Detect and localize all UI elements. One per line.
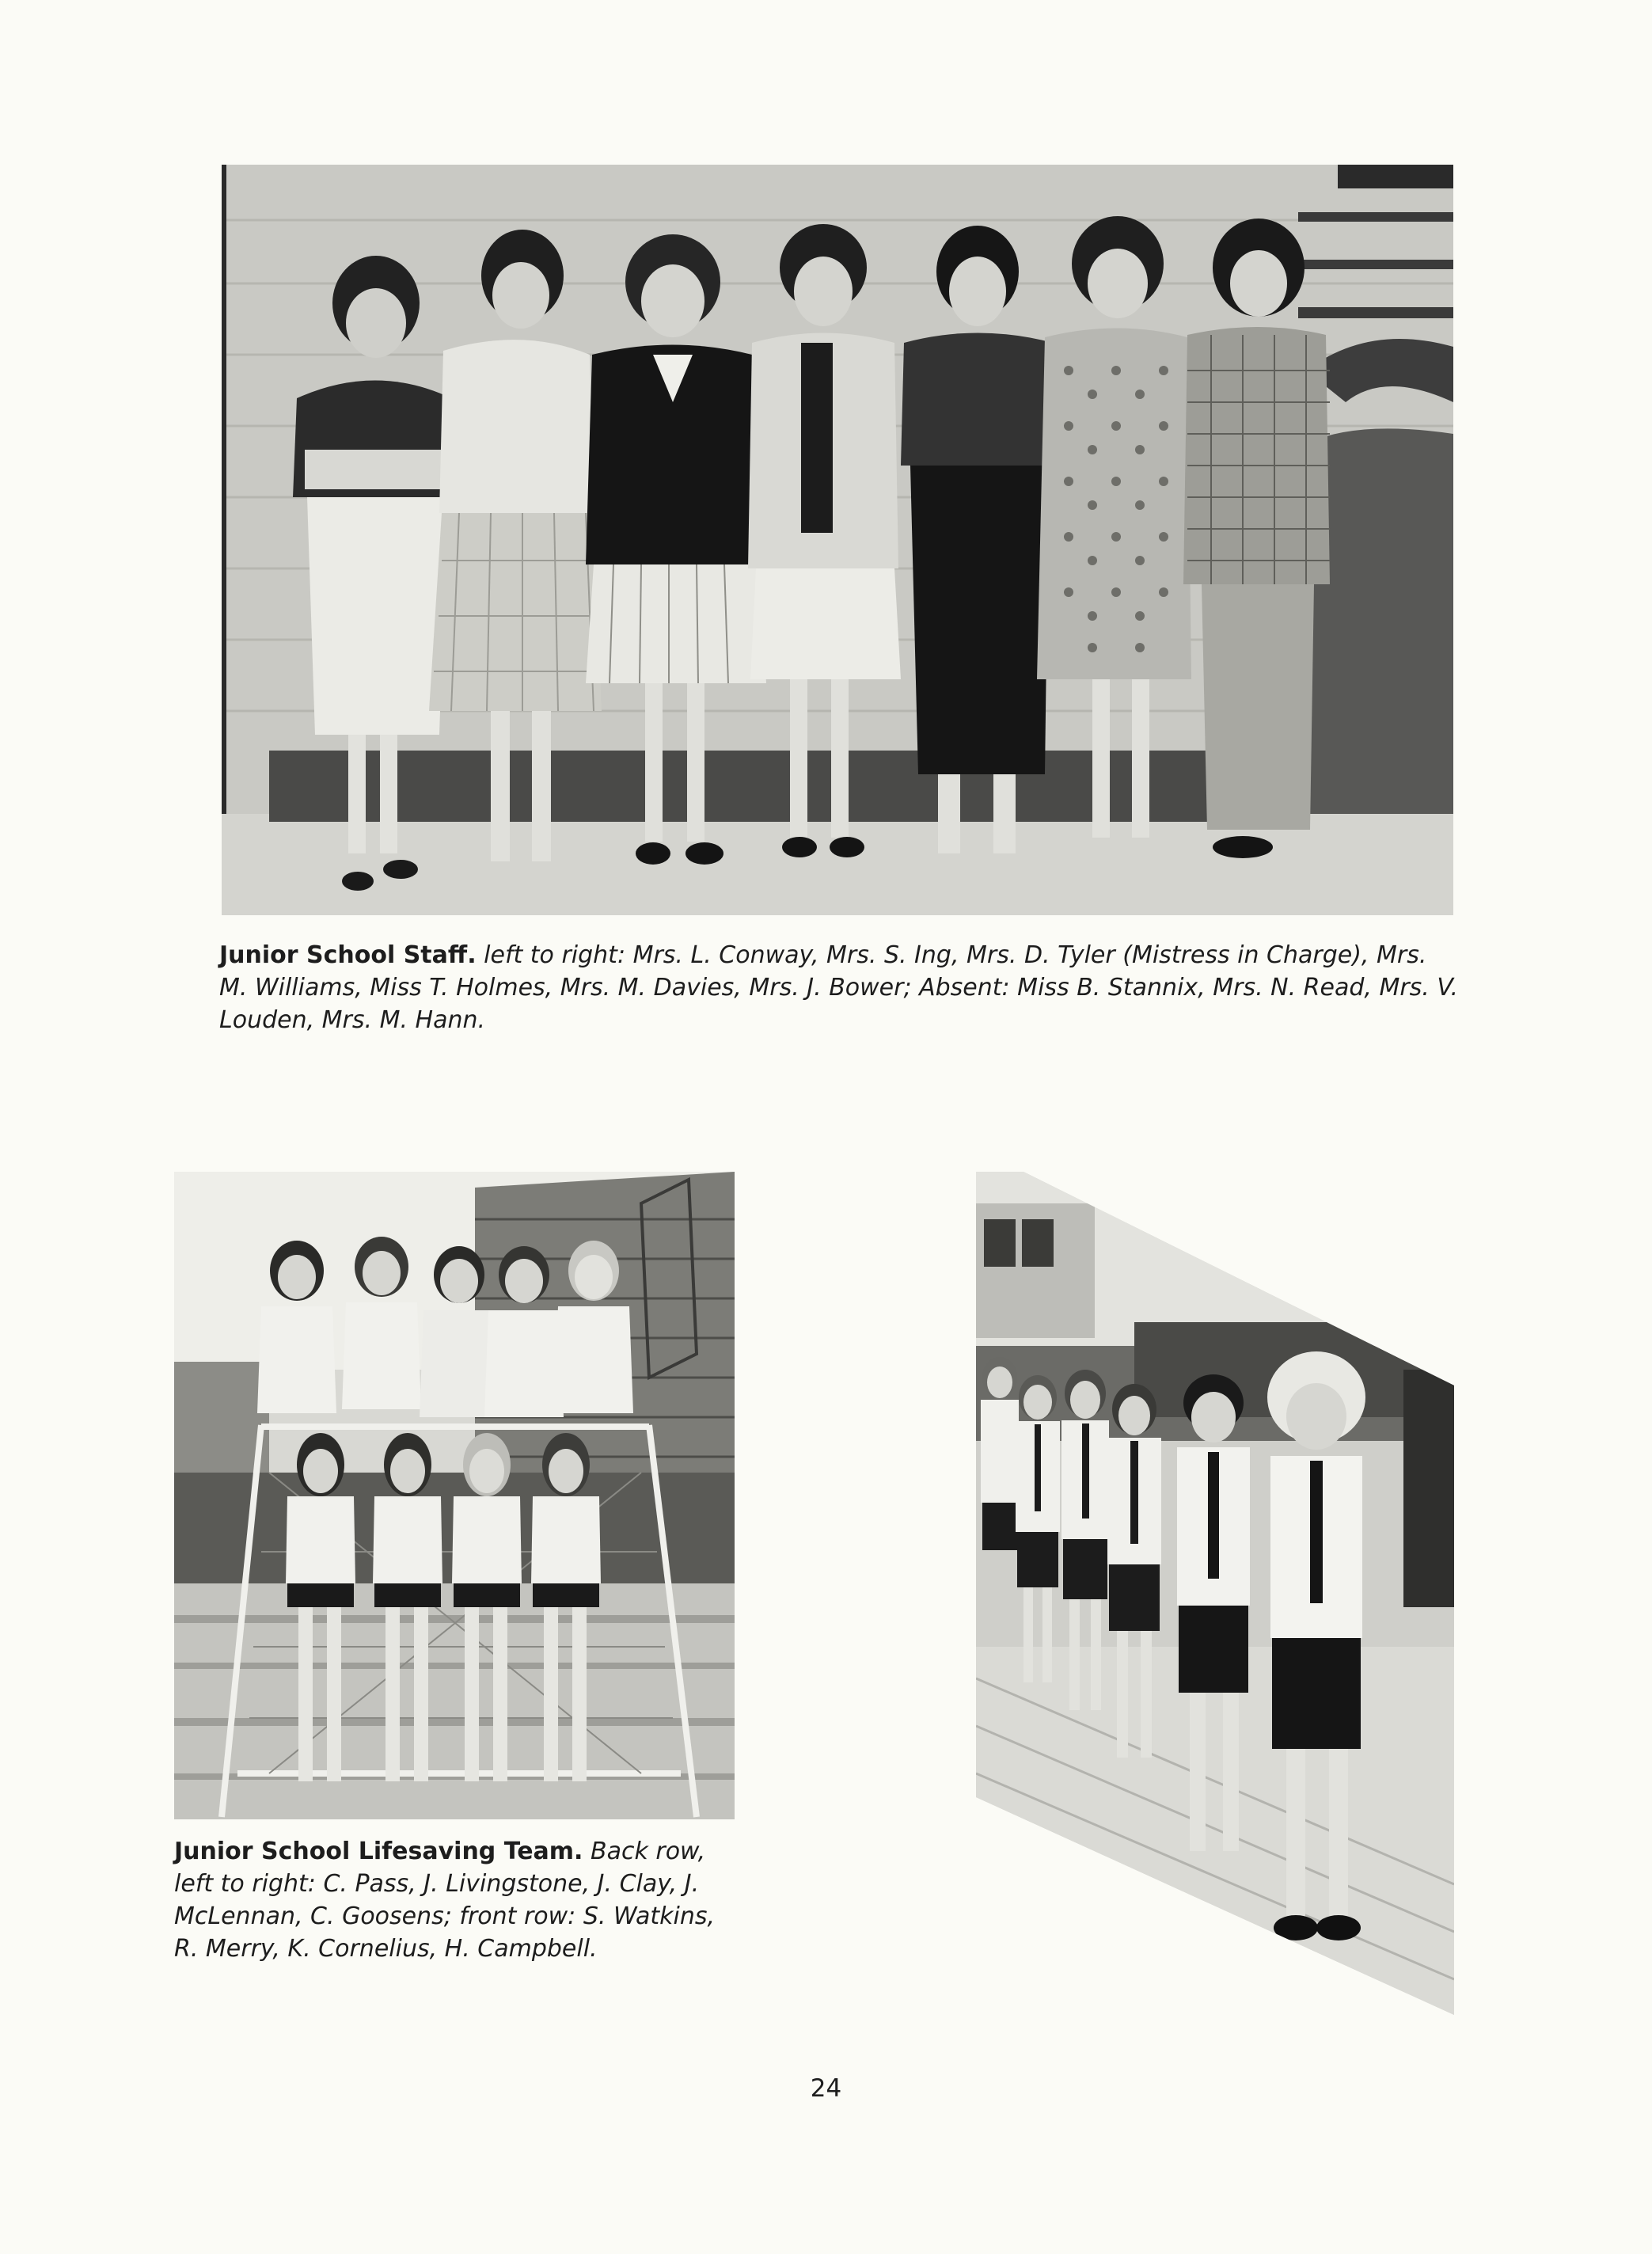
lifesaving-caption xyxy=(174,1835,736,1965)
staff-photo xyxy=(222,165,1453,915)
staff-caption xyxy=(219,939,1459,1036)
boys-photo-image xyxy=(976,1172,1454,2015)
lifesaving-photo xyxy=(174,1172,735,1819)
boys-photo xyxy=(976,1172,1454,2015)
lifesaving-caption-text: Back row, left to right: C. Pass, J. Livingstone, J. Clay, J. McLennan, C. Goosens; front row: S. Watkins, R. Merry, K. Cornelius, H. Campbell. xyxy=(174,1838,715,1963)
staff-caption-text: left to right: Mrs. L. Conway, Mrs. S. Ing, Mrs. D. Tyler (Mistress in Charge), Mrs. M. Williams, Miss T. Holmes, Mrs. M. Davies, Mrs. J. Bower; Absent: Miss B. Stannix, Mrs. N. Read, Mrs. V. Louden, Mrs. M. Hann. xyxy=(219,941,1458,1034)
lifesaving-caption-title: Junior School Lifesaving Team. xyxy=(174,1838,583,1865)
page-number: 24 xyxy=(810,2074,842,2103)
lifesaving-photo-image xyxy=(174,1172,735,1819)
staff-caption-title: Junior School Staff. xyxy=(219,941,477,969)
staff-photo-image xyxy=(222,165,1453,915)
